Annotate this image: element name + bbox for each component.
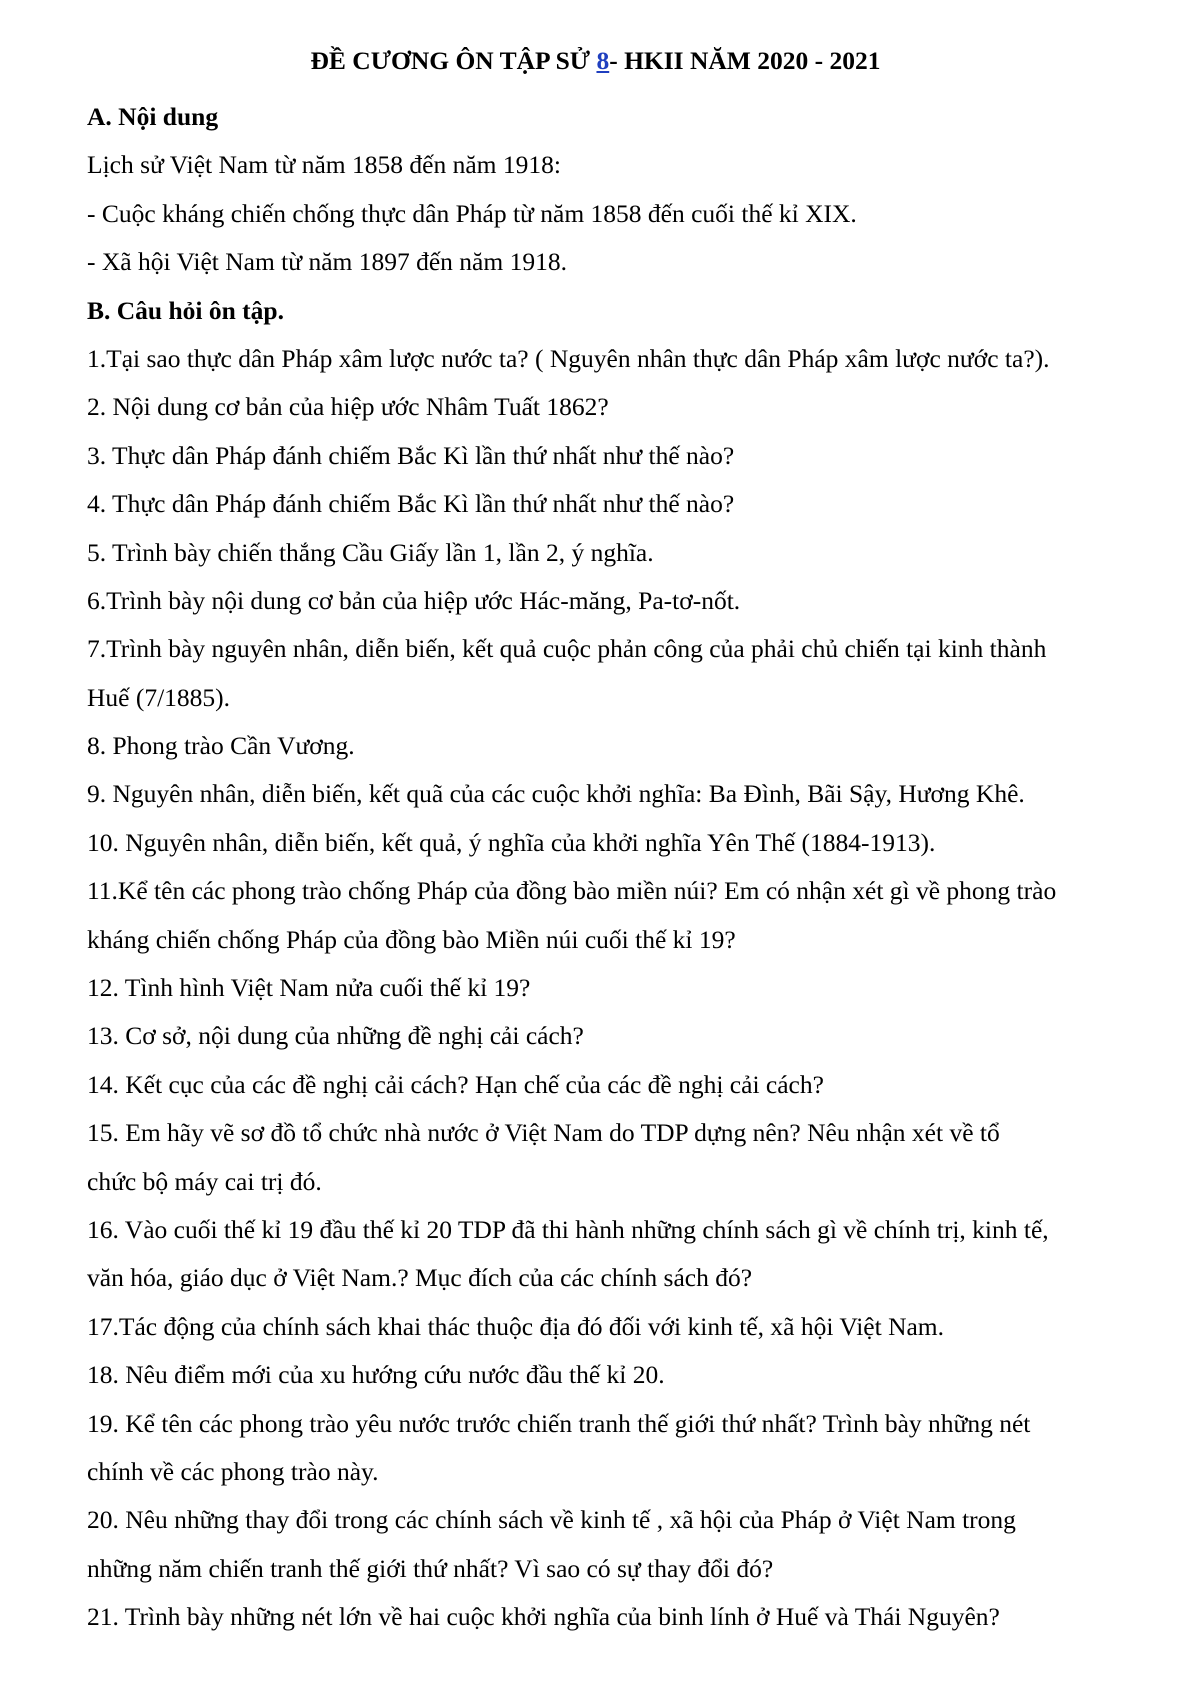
document-body: [87, 93, 1167, 1642]
title-grade-link[interactable]: 8: [596, 46, 610, 75]
section-a-line: - Xã hội Việt Nam từ năm 1897 đến năm 1918.: [87, 247, 567, 277]
question-line: 13. Cơ sở, nội dung của những đề nghị cải cách?: [87, 1021, 584, 1051]
question-line: 18. Nêu điểm mới của xu hướng cứu nước đầu thế kỉ 20.: [87, 1360, 665, 1390]
question-line: 15. Em hãy vẽ sơ đồ tổ chức nhà nước ở Việt Nam do TDP dựng nên? Nêu nhận xét về tổ: [87, 1118, 1000, 1148]
question-line: 6.Trình bày nội dung cơ bản của hiệp ước Hác-măng, Pa-tơ-nốt.: [87, 585, 741, 615]
question-line: 11.Kể tên các phong trào chống Pháp của đồng bào miền núi? Em có nhận xét gì về phong trào: [87, 876, 1057, 906]
question-line: 14. Kết cục của các đề nghị cải cách? Hạn chế của các đề nghị cải cách?: [87, 1069, 824, 1099]
question-line: 20. Nêu những thay đổi trong các chính sách về kinh tế , xã hội của Pháp ở Việt Nam trong: [87, 1505, 1016, 1535]
question-line: 19. Kể tên các phong trào yêu nước trước chiến tranh thế giới thứ nhất? Trình bày những nét: [87, 1408, 1031, 1438]
question-line: 7.Trình bày nguyên nhân, diễn biến, kết quả cuộc phản công của phải chủ chiến tại kinh thành: [87, 634, 1047, 664]
question-line: văn hóa, giáo dục ở Việt Nam.? Mục đích của các chính sách đó?: [87, 1263, 753, 1293]
section-b-heading: B. Câu hỏi ôn tập.: [87, 295, 284, 325]
question-line: 21. Trình bày những nét lớn về hai cuộc khởi nghĩa của binh lính ở Huế và Thái Nguyên?: [87, 1602, 1000, 1632]
section-a-line: - Cuộc kháng chiến chống thực dân Pháp từ năm 1858 đến cuối thế kỉ XIX.: [87, 198, 857, 228]
question-line: 16. Vào cuối thế kỉ 19 đầu thế kỉ 20 TDP đã thi hành những chính sách gì về chính trị, kinh tế,: [87, 1214, 1049, 1244]
question-line: 3. Thực dân Pháp đánh chiếm Bắc Kì lần thứ nhất như thế nào?: [87, 440, 735, 470]
question-line: 1.Tại sao thực dân Pháp xâm lược nước ta? ( Nguyên nhân thực dân Pháp xâm lược nước ta?).: [87, 343, 1050, 373]
section-a-heading: A. Nội dung: [87, 102, 219, 131]
question-line: 12. Tình hình Việt Nam nửa cuối thế kỉ 19?: [87, 973, 531, 1003]
question-line: 4. Thực dân Pháp đánh chiếm Bắc Kì lần thứ nhất như thế nào?: [87, 489, 735, 519]
page-title: [0, 46, 1191, 76]
question-line: Huế (7/1885).: [87, 682, 231, 712]
question-line: 8. Phong trào Cần Vương.: [87, 731, 355, 761]
question-line: 17.Tác động của chính sách khai thác thuộc địa đó đối với kinh tế, xã hội Việt Nam.: [87, 1311, 945, 1341]
question-line: chức bộ máy cai trị đó.: [87, 1166, 322, 1196]
question-line: chính về các phong trào này.: [87, 1456, 379, 1486]
question-line: 2. Nội dung cơ bản của hiệp ước Nhâm Tuất 1862?: [87, 392, 609, 422]
question-line: 5. Trình bày chiến thắng Cầu Giấy lần 1, lần 2, ý nghĩa.: [87, 537, 654, 567]
question-line: 9. Nguyên nhân, diễn biến, kết quã của các cuộc khởi nghĩa: Ba Đình, Bãi Sậy, Hương Khê.: [87, 779, 1025, 809]
title-suffix: - HKII NĂM 2020 - 2021: [609, 46, 881, 75]
title-prefix: ĐỀ CƯƠNG ÔN TẬP SỬ: [310, 46, 597, 75]
question-line: 10. Nguyên nhân, diễn biến, kết quả, ý nghĩa của khởi nghĩa Yên Thế (1884-1913).: [87, 827, 936, 857]
section-a-line: Lịch sử Việt Nam từ năm 1858 đến năm 1918:: [87, 150, 561, 180]
question-line: kháng chiến chống Pháp của đồng bào Miền núi cuối thế kỉ 19?: [87, 924, 736, 954]
question-line: những năm chiến tranh thế giới thứ nhất? Vì sao có sự thay đổi đó?: [87, 1553, 774, 1583]
